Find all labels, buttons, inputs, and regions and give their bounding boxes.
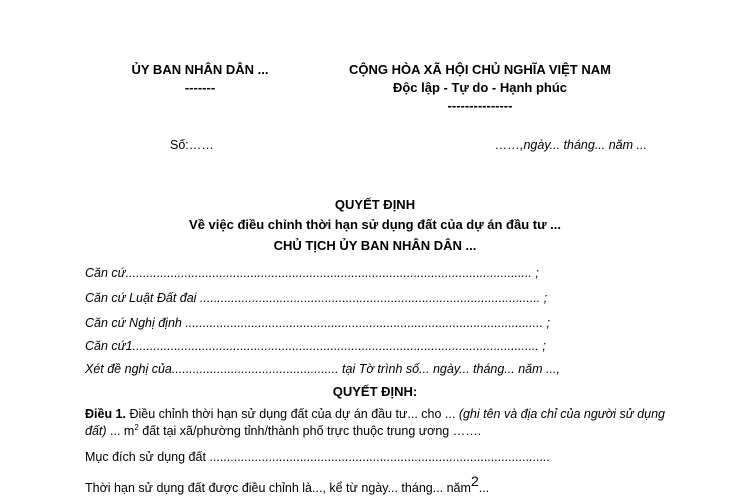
legal-basis-decree: Căn cứ Nghị định ....................................................................................................... ; (85, 316, 550, 330)
land-use-term (85, 473, 490, 496)
term-footnote-marker: 2 (470, 473, 479, 489)
issuing-authority: CHỦ TỊCH ỦY BAN NHÂN DÂN ... (273, 238, 477, 253)
document-number: Số:…… (170, 138, 214, 152)
article-1-location: đất tại xã/phường tỉnh/thành phố trực thuộc trung ương ……. (138, 424, 482, 438)
national-motto: Độc lập - Tự do - Hạnh phúc (392, 80, 568, 95)
land-use-term-text: Thời hạn sử dụng đất được điều chỉnh là..., kể từ ngày... tháng... năm (85, 481, 471, 495)
proposal-basis: Xét đề nghị của................................................ tại Tờ trình số... ngày... tháng... năm ..., (85, 362, 560, 376)
agency-divider: ------- (184, 80, 216, 95)
land-use-term-end: ... (478, 481, 490, 495)
decision-title: QUYẾT ĐỊNH (334, 197, 416, 212)
article-1-text: Điều chỉnh thời hạn sử dụng đất của dự án đầu tư... cho ... (126, 407, 459, 421)
legal-basis-footnote: Căn cứ1..................................................................................................................... ; (85, 339, 546, 353)
article-1-note: (ghi tên và địa chỉ của người sử dụng đất) (85, 407, 665, 438)
agency-name: ỦY BAN NHÂN DÂN ... (131, 62, 269, 77)
country-name: CỘNG HÒA XÃ HỘI CHỦ NGHĨA VIỆT NAM (349, 62, 611, 77)
article-1-area: ... m (106, 424, 135, 438)
decision-heading: QUYẾT ĐỊNH: (332, 384, 418, 399)
land-use-purpose: Mục đích sử dụng đất .................................................................................................. (85, 450, 550, 464)
article-1-label: Điều 1. (85, 407, 126, 421)
article-1 (85, 406, 665, 440)
legal-basis-land-law: Căn cứ Luật Đất đai .................................................................................................. ; (85, 291, 548, 305)
legal-basis-general: Căn cứ..................................................................................................................... ; (85, 266, 539, 280)
area-unit-superscript: 2 (134, 422, 139, 432)
document-date: ……,ngày... tháng... năm ... (495, 138, 647, 152)
decision-subject: Về việc điều chỉnh thời hạn sử dụng đất của dự án đầu tư ... (189, 217, 561, 232)
motto-divider: --------------- (447, 98, 513, 113)
